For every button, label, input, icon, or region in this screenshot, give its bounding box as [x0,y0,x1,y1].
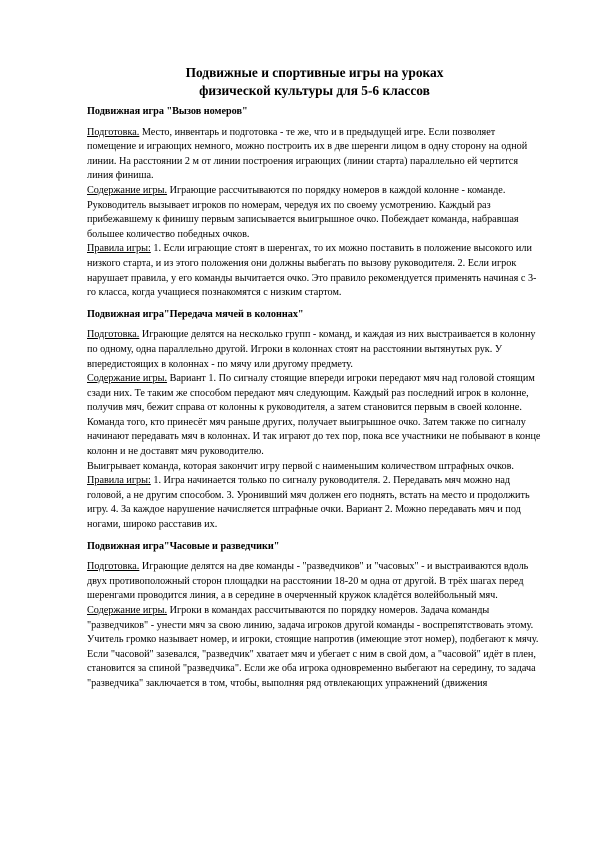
paragraph-content [87,372,542,460]
paragraph-preparation [87,560,542,604]
section-peredacha-myachey [87,308,542,533]
section-chasovye-i-razvedchiki [87,540,542,692]
paragraph-text: Вариант 1. По сигналу стоящие впереди игроки передают мяч над головой стоящим сзади них. Те таким же способом передают мяч следующим. Каждый раз последний игрок в колонне, получив мяч, бежит справа от колонны к руководителя, а затем становится первым в своей колонне. Команда того, кто принесёт мяч раньше других, получает выигрышное очко. Затем также по сигналу начинают передавать мяч в колоннах. И так играют до тех пор, пока все участники не побывают в конце колонн и не доставят мяч руководителю. [87,373,541,458]
section-heading: Подвижная игра"Часовые и разведчики" [87,540,280,552]
paragraph-lead: Правила игры: [87,475,151,487]
document-page [87,64,542,692]
paragraph-text: Играющие рассчитываются по порядку номеров в каждой колонне - команде. Руководитель вызывает игроков по номерам, чередуя их по своему усмотрению. Каждый раз прибежавшему к финишу первым записывается выигрышное очко. Побеждает команда, набравшая большее количество победных очков. [87,184,519,240]
section-heading: Подвижная игра"Передача мячей в колоннах" [87,308,304,320]
paragraph-winner [87,460,542,475]
paragraph-preparation [87,126,542,184]
paragraph-content [87,184,542,242]
paragraph-lead: Подготовка. [87,126,140,138]
paragraph-lead: Содержание игры. [87,373,168,385]
document-title [87,64,542,99]
paragraph-content [87,604,542,692]
paragraph-text: Место, инвентарь и подготовка - те же, что и в предыдущей игре. Если позволяет помещение и играющих немного, можно построить их в две шеренги лицом в одну сторону на одной линии. На расстоянии 2 м от линии построения играющих (линии старта) параллельно ей чертится линия финиша. [87,126,528,182]
paragraph-lead: Правила игры: [87,243,151,255]
paragraph-preparation [87,328,542,372]
paragraph-rules [87,242,542,300]
paragraph-text: 1. Если играющие стоят в шеренгах, то их можно поставить в положение высокого или низкого старта, и из этого положения они должны выбегать по вызову руководителя. 2. Если игрок нарушает правила, у его команды вычитается очко. Это правило рекомендуется применять начиная с 3-го класса, когда учащиеся познакомятся с низким стартом. [87,243,537,299]
paragraph-text: Выигрывает команда, которая закончит игру первой с наименьшим количеством штрафных очков. [87,460,514,472]
title-line-1: Подвижные и спортивные игры на уроках [185,65,444,80]
section-heading: Подвижная игра "Вызов номеров" [87,106,248,117]
paragraph-text: Играющие делятся на две команды - "разведчиков" и "часовых" - и выстраиваются вдоль двух противоположный сторон площадки на расстоянии 18-20 м одна от другой. В трёх шагах перед шеренгами проводится линия, а в середине в очерченный кружок кладётся волейбольный мяч. [87,561,529,602]
paragraph-lead: Подготовка. [87,329,140,341]
section-vyzov-nomerov [87,105,542,301]
paragraph-text: Играющие делятся на несколько групп - команд, и каждая из них выстраивается в колонну по одному, одна параллельно другой. Игроки в колоннах стоят на расстоянии вытянутых рук. У впередистоящих в колоннах - по мячу или другому предмету. [87,329,536,370]
paragraph-lead: Содержание игры. [87,605,168,616]
paragraph-lead: Содержание игры. [87,184,168,196]
paragraph-text: 1. Игра начинается только по сигналу руководителя. 2. Передавать мяч можно над головой, а не другим способом. 3. Уронивший мяч должен его поднять, встать на место и продолжить игру. 4. За каждое нарушение начисляется штрафные очки. Вариант 2. Можно передавать мяч и под ногами, широко расставив их. [87,475,530,531]
paragraph-rules [87,474,542,532]
title-line-2: физической культуры для 5-6 классов [199,82,430,98]
paragraph-text: Игроки в командах рассчитываются по порядку номеров. Задача команды "разведчиков" - унести мяч за свою линию, задача игроков другой команды - воспрепятствовать этому. Учитель громко называет номер, и игроки, стоящие напротив (имеющие этот номер), подбегают к мячу. Если "часовой" зазевался, "разведчик" хватает мяч и убегает с ним в свой дом, а "часовой" идёт в плен, становится за спиной "разведчика". Если же оба игрока одновременно выбегают на середину, то задача "разведчика" заключается в том, чтобы, выполняя ряд отвлекающих упражнений (движения [87,605,539,689]
paragraph-lead: Подготовка. [87,561,140,573]
